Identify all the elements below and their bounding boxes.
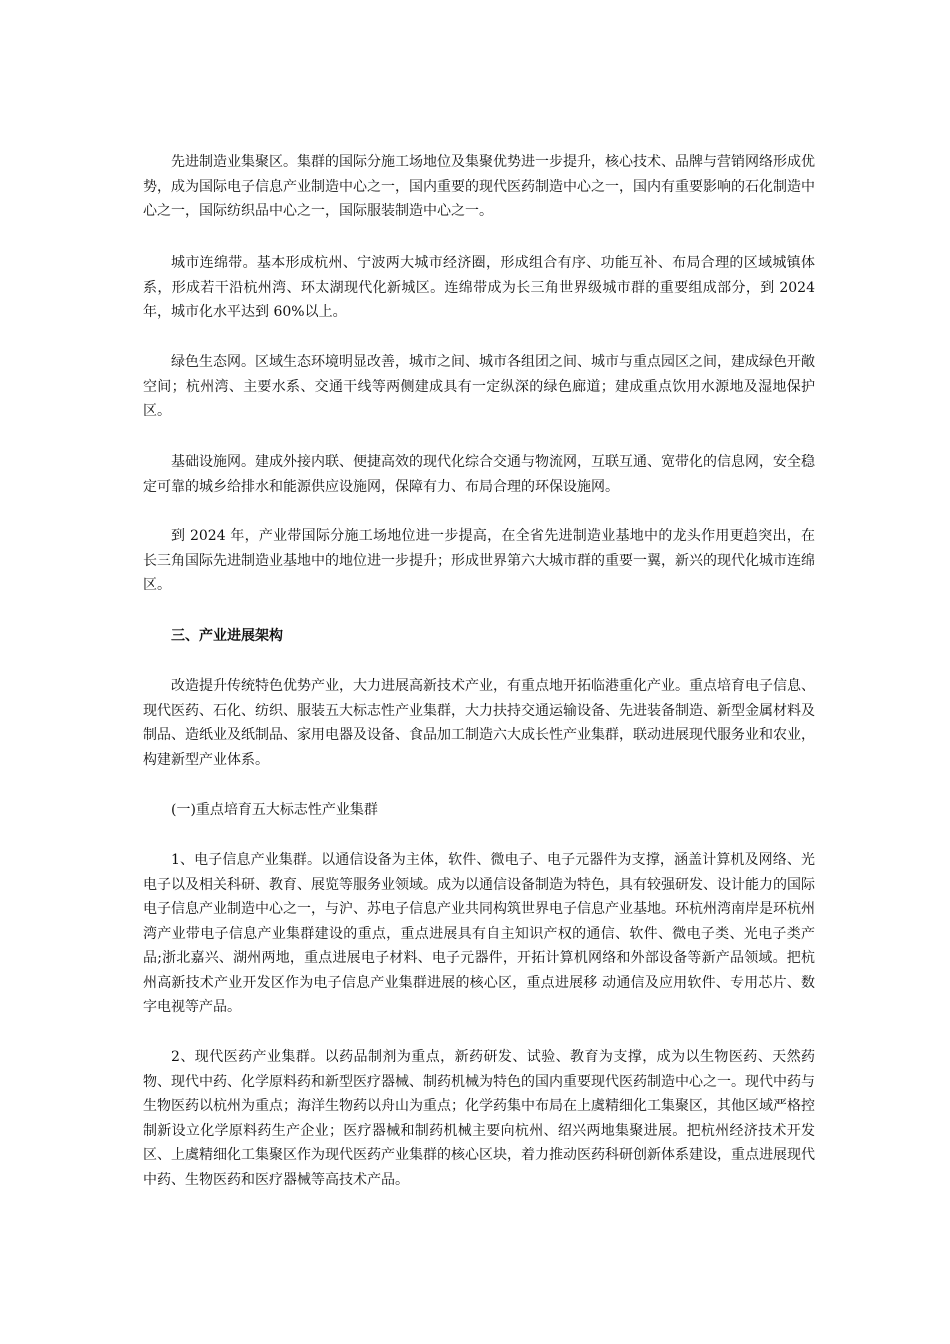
paragraph-green-ecology: 绿色生态网。区域生态环境明显改善，城市之间、城市各组团之间、城市与重点园区之间，建成绿色开敞空间；杭州湾、主要水系、交通干线等两侧建成具有一定纵深的绿色廊道；建成重点饮用水源地及湿地保护区。 [143, 354, 815, 419]
paragraph-electronics-cluster: 1、电子信息产业集群。以通信设备为主体，软件、微电子、电子元器件为支撑，涵盖计算机及网络、光电子以及相关科研、教育、展览等服务业领域。成为以通信设备制造为特色，具有较强研发、设计能力的国际电子信息产业制造中心之一，与沪、苏电子信息产业共同构筑世界电子信息产业基地。环杭州湾南岸是环杭州湾产业带电子信息产业集群建设的重点，重点进展具有自主知识产权的通信、软件、微电子类、光电子类产品;浙北嘉兴、湖州两地，重点进展电子材料、电子元器件，开拓计算机网络和外部设备等新产品领域。把杭州高新技术产业开发区作为电子信息产业集群进展的核心区，重点进展移 动通信及应用软件、专用芯片、数字电视等产品。 [143, 852, 815, 1015]
paragraph-pharma-cluster: 2、现代医药产业集群。以药品制剂为重点，新药研发、试验、教育为支撑，成为以生物医药、天然药物、现代中药、化学原料药和新型医疗器械、制药机械为特色的国内重要现代医药制造中心之一。现代中药与生物医药以杭州为重点；海洋生物药以舟山为重点；化学药集中布局在上虞精细化工集聚区，其他区域严格控制新设立化学原料药生产企业；医疗器械和制药机械主要向杭州、绍兴两地集聚进展。把杭州经济技术开发区、上虞精细化工集聚区作为现代医药产业集群的核心区块，着力推动医药科研创新体系建设，重点进展现代中药、生物医药和医疗器械等高技术产品。 [143, 1049, 815, 1188]
subsection-heading: (一)重点培育五大标志性产业集群 [171, 802, 378, 818]
section-heading: 三、产业进展架构 [171, 628, 283, 644]
paragraph-2024-goal: 到 2024 年，产业带国际分施工场地位进一步提高，在全省先进制造业基地中的龙头作用更趋突出，在长三角国际先进制造业基地中的地位进一步提升；形成世界第六大城市群的重要一翼，新兴的现代化城市连绵区。 [143, 528, 815, 593]
paragraph-urban-belt: 城市连绵带。基本形成杭州、宁波两大城市经济圈，形成组合有序、功能互补、布局合理的区域城镇体系，形成若干沿杭州湾、环太湖现代化新城区。连绵带成为长三角世界级城市群的重要组成部分，到 2024 年，城市化水平达到 60%以上。 [143, 255, 815, 320]
paragraph-industry-architecture: 改造提升传统特色优势产业，大力进展高新技术产业，有重点地开拓临港重化产业。重点培育电子信息、现代医药、石化、纺织、服装五大标志性产业集群，大力扶持交通运输设备、先进装备制造、新型金属材料及制品、造纸业及纸制品、家用电器及设备、食品加工制造六大成长性产业集群，联动进展现代服务业和农业，构建新型产业体系。 [143, 678, 815, 768]
paragraph-advanced-manufacturing: 先进制造业集聚区。集群的国际分施工场地位及集聚优势进一步提升，核心技术、品牌与营销网络形成优势，成为国际电子信息产业制造中心之一，国内重要的现代医药制造中心之一，国内有重要影响的石化制造中心之一，国际纺织品中心之一，国际服装制造中心之一。 [143, 154, 815, 219]
paragraph-infrastructure: 基础设施网。建成外接内联、便捷高效的现代化综合交通与物流网，互联互通、宽带化的信息网，安全稳定可靠的城乡给排水和能源供应设施网，保障有力、布局合理的环保设施网。 [143, 454, 815, 495]
